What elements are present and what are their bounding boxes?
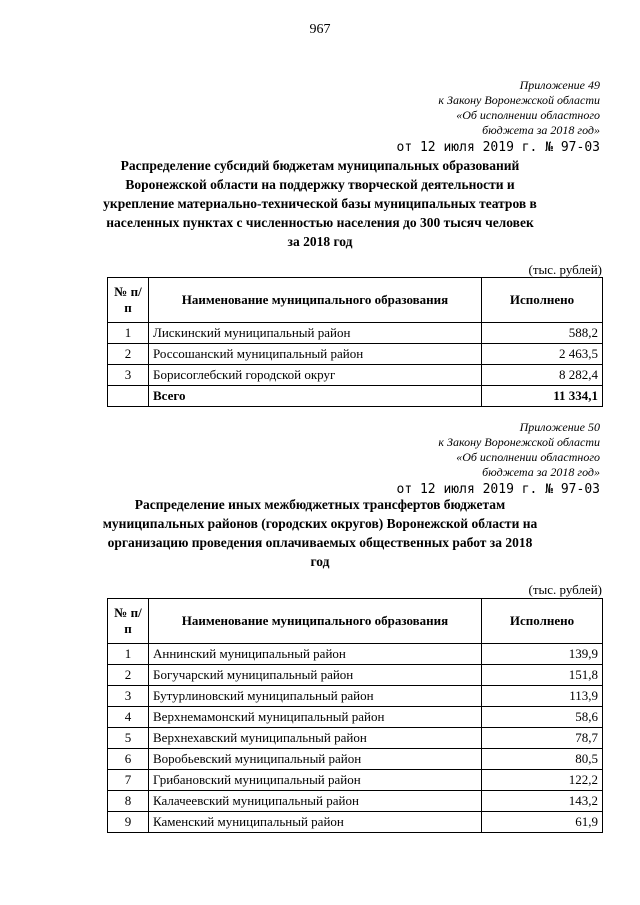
data-table [107, 277, 603, 407]
row-num: 9 [108, 812, 149, 833]
total-num [108, 386, 149, 407]
row-name: Верхнехавский муниципальный район [149, 728, 482, 749]
header-value: Исполнено [482, 599, 603, 644]
appendix-date: от 12 июля 2019 г. № 97-03 [396, 140, 600, 155]
row-value: 61,9 [482, 812, 603, 833]
table-row [108, 791, 603, 812]
section-title: Распределение субсидий бюджетам муниципальных образований Воронежской области на поддержку творческой деятельности и укрепление материально-технической базы муниципальных театров в населенных пунктах с численностью населения до 300 тысяч человек за 2018 год [103, 158, 537, 249]
unit-label: (тыс. рублей) [528, 582, 602, 597]
total-label: Всего [149, 386, 482, 407]
row-num: 4 [108, 707, 149, 728]
row-value: 78,7 [482, 728, 603, 749]
section-title: Распределение иных межбюджетных трансфертов бюджетам муниципальных районов (городских округов) Воронежской области на организацию проведения оплачиваемых общественных работ за 2018 год [102, 497, 538, 569]
row-num: 6 [108, 749, 149, 770]
appendix-law: к Закону Воронежской области [438, 93, 600, 107]
header-num: № п/п [108, 599, 149, 644]
row-name: Богучарский муниципальный район [149, 665, 482, 686]
table-header [108, 599, 603, 644]
total-value: 11 334,1 [482, 386, 603, 407]
appendix-49-header [300, 78, 600, 155]
header-name: Наименование муниципального образования [149, 278, 482, 323]
row-value: 139,9 [482, 644, 603, 665]
appendix-law: к Закону Воронежской области [438, 435, 600, 449]
row-num: 2 [108, 344, 149, 365]
table-row [108, 686, 603, 707]
table-header [108, 278, 603, 323]
row-value: 122,2 [482, 770, 603, 791]
row-num: 3 [108, 686, 149, 707]
row-name: Верхнемамонский муниципальный район [149, 707, 482, 728]
row-name: Каменский муниципальный район [149, 812, 482, 833]
table-row [108, 665, 603, 686]
header-value: Исполнено [482, 278, 603, 323]
page-number: 967 [309, 22, 331, 37]
row-name: Борисоглебский городской округ [149, 365, 482, 386]
row-num: 1 [108, 323, 149, 344]
row-value: 8 282,4 [482, 365, 603, 386]
row-num: 1 [108, 644, 149, 665]
row-name: Лискинский муниципальный район [149, 323, 482, 344]
table-row [108, 812, 603, 833]
row-name: Россошанский муниципальный район [149, 344, 482, 365]
row-value: 2 463,5 [482, 344, 603, 365]
appendix-label: Приложение 49 [519, 78, 600, 92]
row-num: 3 [108, 365, 149, 386]
row-num: 8 [108, 791, 149, 812]
table-row [108, 707, 603, 728]
data-table [107, 598, 603, 833]
table-row [108, 770, 603, 791]
row-num: 2 [108, 665, 149, 686]
table-row [108, 365, 603, 386]
row-name: Аннинский муниципальный район [149, 644, 482, 665]
table-row [108, 728, 603, 749]
appendix-law-title-cont: бюджета за 2018 год» [482, 465, 600, 479]
appendix-law-title: «Об исполнении областного [456, 450, 600, 464]
row-name: Воробьевский муниципальный район [149, 749, 482, 770]
row-value: 58,6 [482, 707, 603, 728]
row-value: 80,5 [482, 749, 603, 770]
table-row [108, 644, 603, 665]
row-name: Грибановский муниципальный район [149, 770, 482, 791]
appendix-date: от 12 июля 2019 г. № 97-03 [396, 482, 600, 497]
row-num: 5 [108, 728, 149, 749]
row-value: 588,2 [482, 323, 603, 344]
total-row [108, 386, 603, 407]
unit-label: (тыс. рублей) [528, 262, 602, 277]
row-value: 151,8 [482, 665, 603, 686]
table-row [108, 749, 603, 770]
row-name: Калачеевский муниципальный район [149, 791, 482, 812]
appendix-label: Приложение 50 [519, 420, 600, 434]
row-value: 143,2 [482, 791, 603, 812]
table-row [108, 323, 603, 344]
header-name: Наименование муниципального образования [149, 599, 482, 644]
appendix-law-title-cont: бюджета за 2018 год» [482, 123, 600, 137]
appendix-law-title: «Об исполнении областного [456, 108, 600, 122]
row-value: 113,9 [482, 686, 603, 707]
header-num: № п/п [108, 278, 149, 323]
appendix-50-header [300, 420, 600, 497]
row-num: 7 [108, 770, 149, 791]
row-name: Бутурлиновский муниципальный район [149, 686, 482, 707]
table-row [108, 344, 603, 365]
